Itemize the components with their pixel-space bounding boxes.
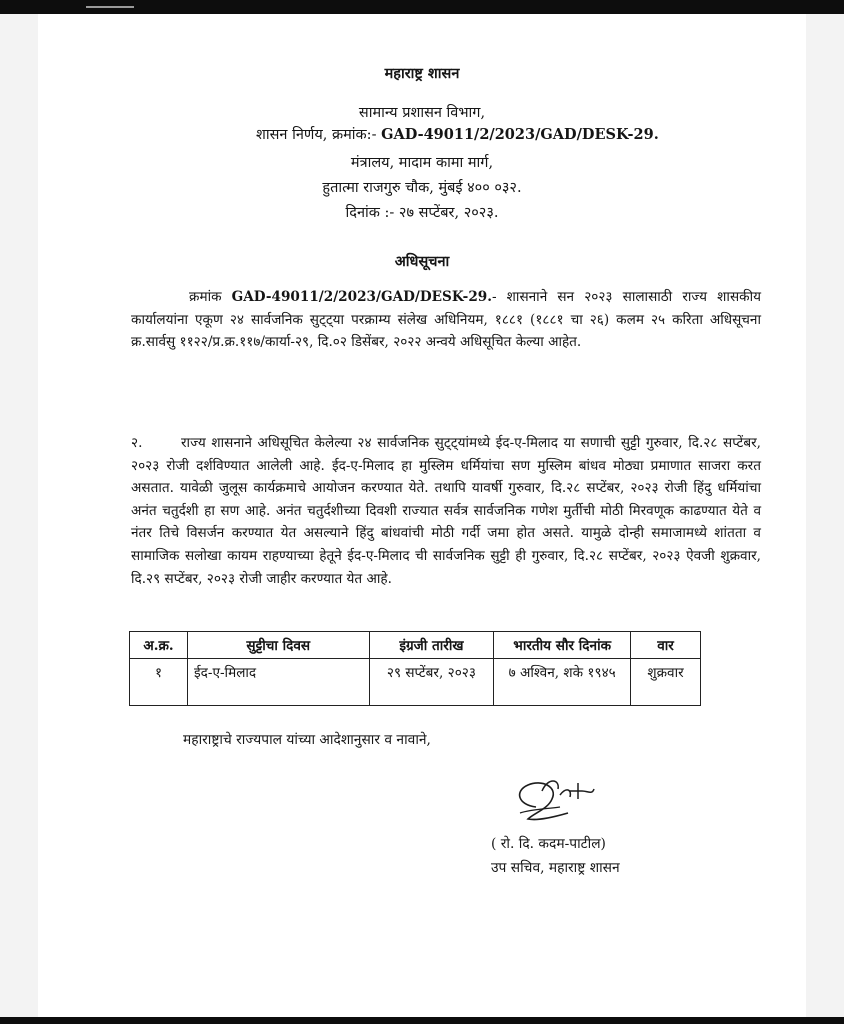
header-weekday: वार [631,632,701,659]
frame-mark [86,6,134,8]
header-holiday: सुट्टीचा दिवस [187,632,369,659]
signatory-designation: उप सचिव, महाराष्ट्र शासन [491,860,620,876]
header-indian-date: भारतीय सौर दिनांक [494,632,631,659]
para1-ref: GAD-49011/2/2023/GAD/DESK-29. [231,289,492,305]
order-number: GAD-49011/2/2023/GAD/DESK-29. [381,126,659,143]
address-line-2: हुतात्मा राजगुरु चौक, मुंबई ४०० ०३२. [322,180,522,196]
cell-english-date: २९ सप्टेंबर, २०२३ [369,659,494,706]
closing-line: महाराष्ट्राचे राज्यपाल यांच्या आदेशानुसार व नावाने, [183,732,431,748]
para2-number: २. [131,435,143,451]
top-frame-bar [0,0,844,14]
document-page [38,14,806,1017]
cell-serial: १ [130,659,188,706]
cell-weekday: शुक्रवार [631,659,701,706]
holiday-table [129,631,701,706]
paragraph-1 [131,286,761,354]
paragraph-2 [131,432,761,590]
signature-image [508,769,600,829]
issue-date: दिनांक :- २७ सप्टेंबर, २०२३. [345,205,499,221]
order-label: शासन निर्णय, क्रमांक:- [256,127,377,143]
state-heading: महाराष्ट्र शासन [384,65,460,82]
cell-indian-date: ७ अश्विन, शके १९४५ [494,659,631,706]
table-row [130,659,701,706]
signatory-block [491,832,620,880]
department-line: सामान्य प्रशासन विभाग, [358,105,486,121]
table-header-row [130,632,701,659]
order-line [256,124,659,144]
header-english-date: इंग्रजी तारीख [369,632,494,659]
address-line-1: मंत्रालय, मादाम कामा मार्ग, [350,155,494,171]
para1-lead: क्रमांक [189,289,222,305]
cell-holiday: ईद-ए-मिलाद [187,659,369,706]
para2-text: राज्य शासनाने अधिसूचित केलेल्या २४ सार्वजनिक सुट्ट्यांमध्ये ईद-ए-मिलाद या सणाची सुट्टी गुरुवार, दि.२८ सप्टेंबर, २०२३ रोजी दर्शविण्यात आलेली आहे. ईद-ए-मिलाद हा मुस्लिम धर्मियांचा सण मुस्लिम बांधव मोठ्या प्रमाणात साजरा करत असतात. यावेळी जुलूस कार्यक्रमाचे आयोजन करण्यात येते. तथापि यावर्षी गुरुवार, दि.२८ सप्टेंबर, २०२३ रोजी हिंदु धर्मियांचा अनंत चतुर्दशी हा सण आहे. अनंत चतुर्दशीच्या दिवशी राज्यात सर्वत्र सार्वजनिक गणेश मुर्तीची मोठी मिरवणूक काढण्यात येते व नंतर तिचे विसर्जन करण्यात येत असल्याने हिंदु बांधवांची मोठी गर्दी जमा होत असते. यामुळे दोन्ही समाजामध्ये शांतता व सामाजिक सलोखा कायम राहण्याच्या हेतूने ईद-ए-मिलाद ची सार्वजनिक सुट्टी ही गुरुवार, दि.२८ सप्टेंबर, २०२३ ऐवजी शुक्रवार, दि.२९ सप्टेंबर, २०२३ रोजी जाहीर करण्यात येत आहे. [131,435,761,587]
header-serial: अ.क्र. [130,632,188,659]
para1-text: - शासनाने सन २०२३ सालासाठी राज्य शासकीय कार्यालयांना एकूण २४ सार्वजनिक सुट्ट्या परक्राम्य संलेख अधिनियम, १८८१ (१८८१ चा २६) कलम २५ करिता अधिसूचना क्र.सार्वसु ११२२/प्र.क्र.११७/कार्या-२९, दि.०२ डिसेंबर, २०२२ अन्वये अधिसूचित केल्या आहेत. [131,289,761,351]
signatory-name: ( रो. दि. कदम-पाटील) [491,836,606,852]
bottom-frame-bar [0,1017,844,1024]
document-title: अधिसूचना [394,253,450,270]
